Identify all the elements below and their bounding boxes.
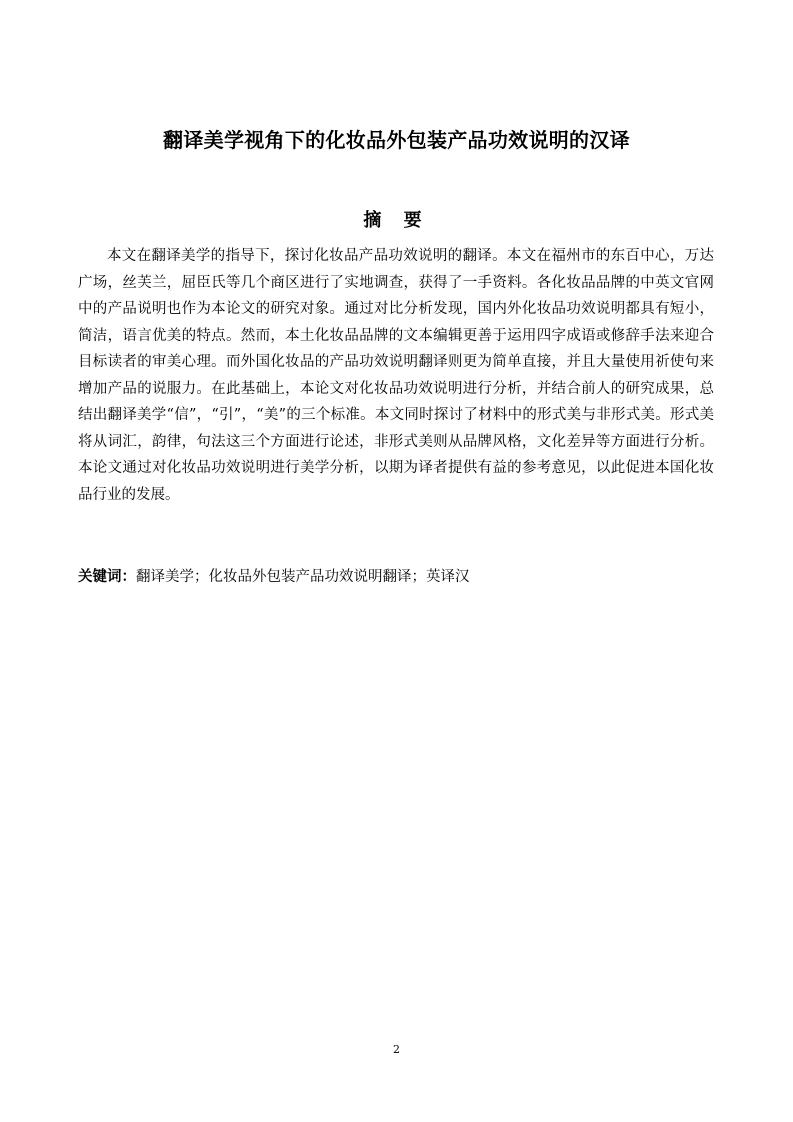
keywords-line — [78, 564, 714, 590]
abstract-heading: 摘 要 — [363, 210, 430, 231]
keywords-text: 翻译美学；化妆品外包装产品功效说明翻译；英译汉 — [136, 569, 470, 585]
page-number: 2 — [393, 1043, 400, 1056]
keywords-label: 关键词： — [78, 569, 136, 585]
paper-title: 翻译美学视角下的化妆品外包装产品功效说明的汉译 — [163, 128, 630, 152]
abstract-paragraph: 本文在翻译美学的指导下，探讨化妆品产品功效说明的翻译。本文在福州市的东百中心，万达广场，丝芙兰，屈臣氏等几个商区进行了实地调查，获得了一手资料。各化妆品品牌的中英文官网中的产品说明也作为本论文的研究对象。通过对比分析发现，国内外化妆品功效说明都具有短小，简洁，语言优美的特点。然而，本土化妆品品牌的文本编辑更善于运用四字成语或修辞手法来迎合目标读者的审美心理。而外国化妆品的产品功效说明翻译则更为简单直接，并且大量使用祈使句来增加产品的说服力。在此基础上，本论文对化妆品功效说明进行分析，并结合前人的研究成果，总结出翻译美学“信”，“引”，“美”的三个标准。本文同时探讨了材料中的形式美与非形式美。形式美将从词汇，韵律，句法这三个方面进行论述，非形式美则从品牌风格，文化差异等方面进行分析。本论文通过对化妆品功效说明进行美学分析，以期为译者提供有益的参考意见，以此促进本国化妆品行业的发展。 — [78, 248, 714, 503]
